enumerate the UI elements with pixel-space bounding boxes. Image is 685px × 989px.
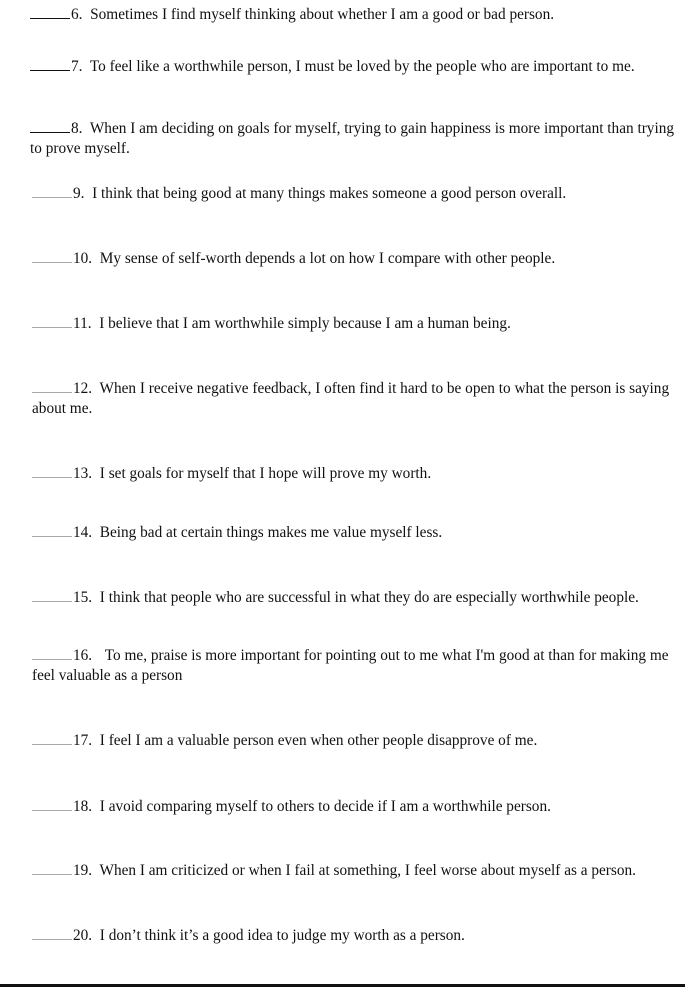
item-number: 10. xyxy=(73,250,93,267)
answer-blank[interactable] xyxy=(32,183,72,198)
questionnaire-item xyxy=(32,860,681,881)
questionnaire-item xyxy=(32,183,681,204)
questionnaire-item xyxy=(32,378,681,419)
bottom-rule xyxy=(0,984,685,987)
questionnaire-item xyxy=(32,587,681,608)
item-number: 15. xyxy=(73,589,93,606)
answer-blank[interactable] xyxy=(32,796,72,811)
item-number: 20. xyxy=(73,927,93,944)
item-number: 16. xyxy=(73,647,93,664)
item-text: When I receive negative feedback, I often find it hard to be open to what the person is saying about me. xyxy=(32,380,670,417)
questionnaire-item xyxy=(30,56,681,77)
item-text: I feel I am a valuable person even when other people disapprove of me. xyxy=(99,732,538,749)
questionnaire-item xyxy=(30,4,681,25)
questionnaire-item xyxy=(32,730,681,751)
answer-blank[interactable] xyxy=(32,587,72,602)
item-number: 18. xyxy=(73,798,93,815)
item-number: 7. xyxy=(71,58,83,75)
questionnaire-item xyxy=(30,118,681,159)
item-number: 13. xyxy=(73,465,93,482)
answer-blank[interactable] xyxy=(30,118,70,133)
answer-blank[interactable] xyxy=(32,860,72,875)
item-text: I think that being good at many things makes someone a good person overall. xyxy=(92,185,567,202)
item-number: 9. xyxy=(73,185,85,202)
item-number: 19. xyxy=(73,862,93,879)
questionnaire-item xyxy=(32,463,681,484)
questionnaire-item xyxy=(32,796,681,817)
answer-blank[interactable] xyxy=(32,925,72,940)
item-number: 11. xyxy=(73,315,92,332)
answer-blank[interactable] xyxy=(30,4,70,19)
item-text: My sense of self-worth depends a lot on how I compare with other people. xyxy=(99,250,556,267)
answer-blank[interactable] xyxy=(32,645,72,660)
answer-blank[interactable] xyxy=(32,730,72,745)
item-text: I set goals for myself that I hope will prove my worth. xyxy=(99,465,432,482)
item-number: 8. xyxy=(71,120,83,137)
answer-blank[interactable] xyxy=(32,463,72,478)
item-text: When I am criticized or when I fail at something, I feel worse about myself as a person. xyxy=(99,862,636,879)
item-text: I think that people who are successful in what they do are especially worthwhile people. xyxy=(99,589,639,606)
item-text: I don’t think it’s a good idea to judge my worth as a person. xyxy=(99,927,465,944)
item-number: 6. xyxy=(71,6,83,23)
answer-blank[interactable] xyxy=(32,522,72,537)
questionnaire-item xyxy=(32,645,681,686)
item-number: 17. xyxy=(73,732,93,749)
item-text: Sometimes I find myself thinking about whether I am a good or bad person. xyxy=(90,6,555,23)
item-text: I believe that I am worthwhile simply because I am a human being. xyxy=(99,315,511,332)
questionnaire-item xyxy=(32,925,681,946)
questionnaire-item xyxy=(32,248,681,269)
item-text: I avoid comparing myself to others to decide if I am a worthwhile person. xyxy=(99,798,551,815)
answer-blank[interactable] xyxy=(30,56,70,71)
answer-blank[interactable] xyxy=(32,248,72,263)
item-number: 12. xyxy=(73,380,93,397)
item-text: To me, praise is more important for pointing out to me what I'm good at than for making me feel valuable as a person xyxy=(32,647,669,684)
questionnaire-item xyxy=(32,313,681,334)
item-number: 14. xyxy=(73,524,93,541)
answer-blank[interactable] xyxy=(32,378,72,393)
item-text: When I am deciding on goals for myself, trying to gain happiness is more important than trying to prove myself. xyxy=(30,120,674,157)
answer-blank[interactable] xyxy=(32,313,72,328)
item-text: To feel like a worthwhile person, I must be loved by the people who are important to me. xyxy=(89,58,635,75)
questionnaire-item xyxy=(32,522,681,543)
item-text: Being bad at certain things makes me value myself less. xyxy=(99,524,443,541)
